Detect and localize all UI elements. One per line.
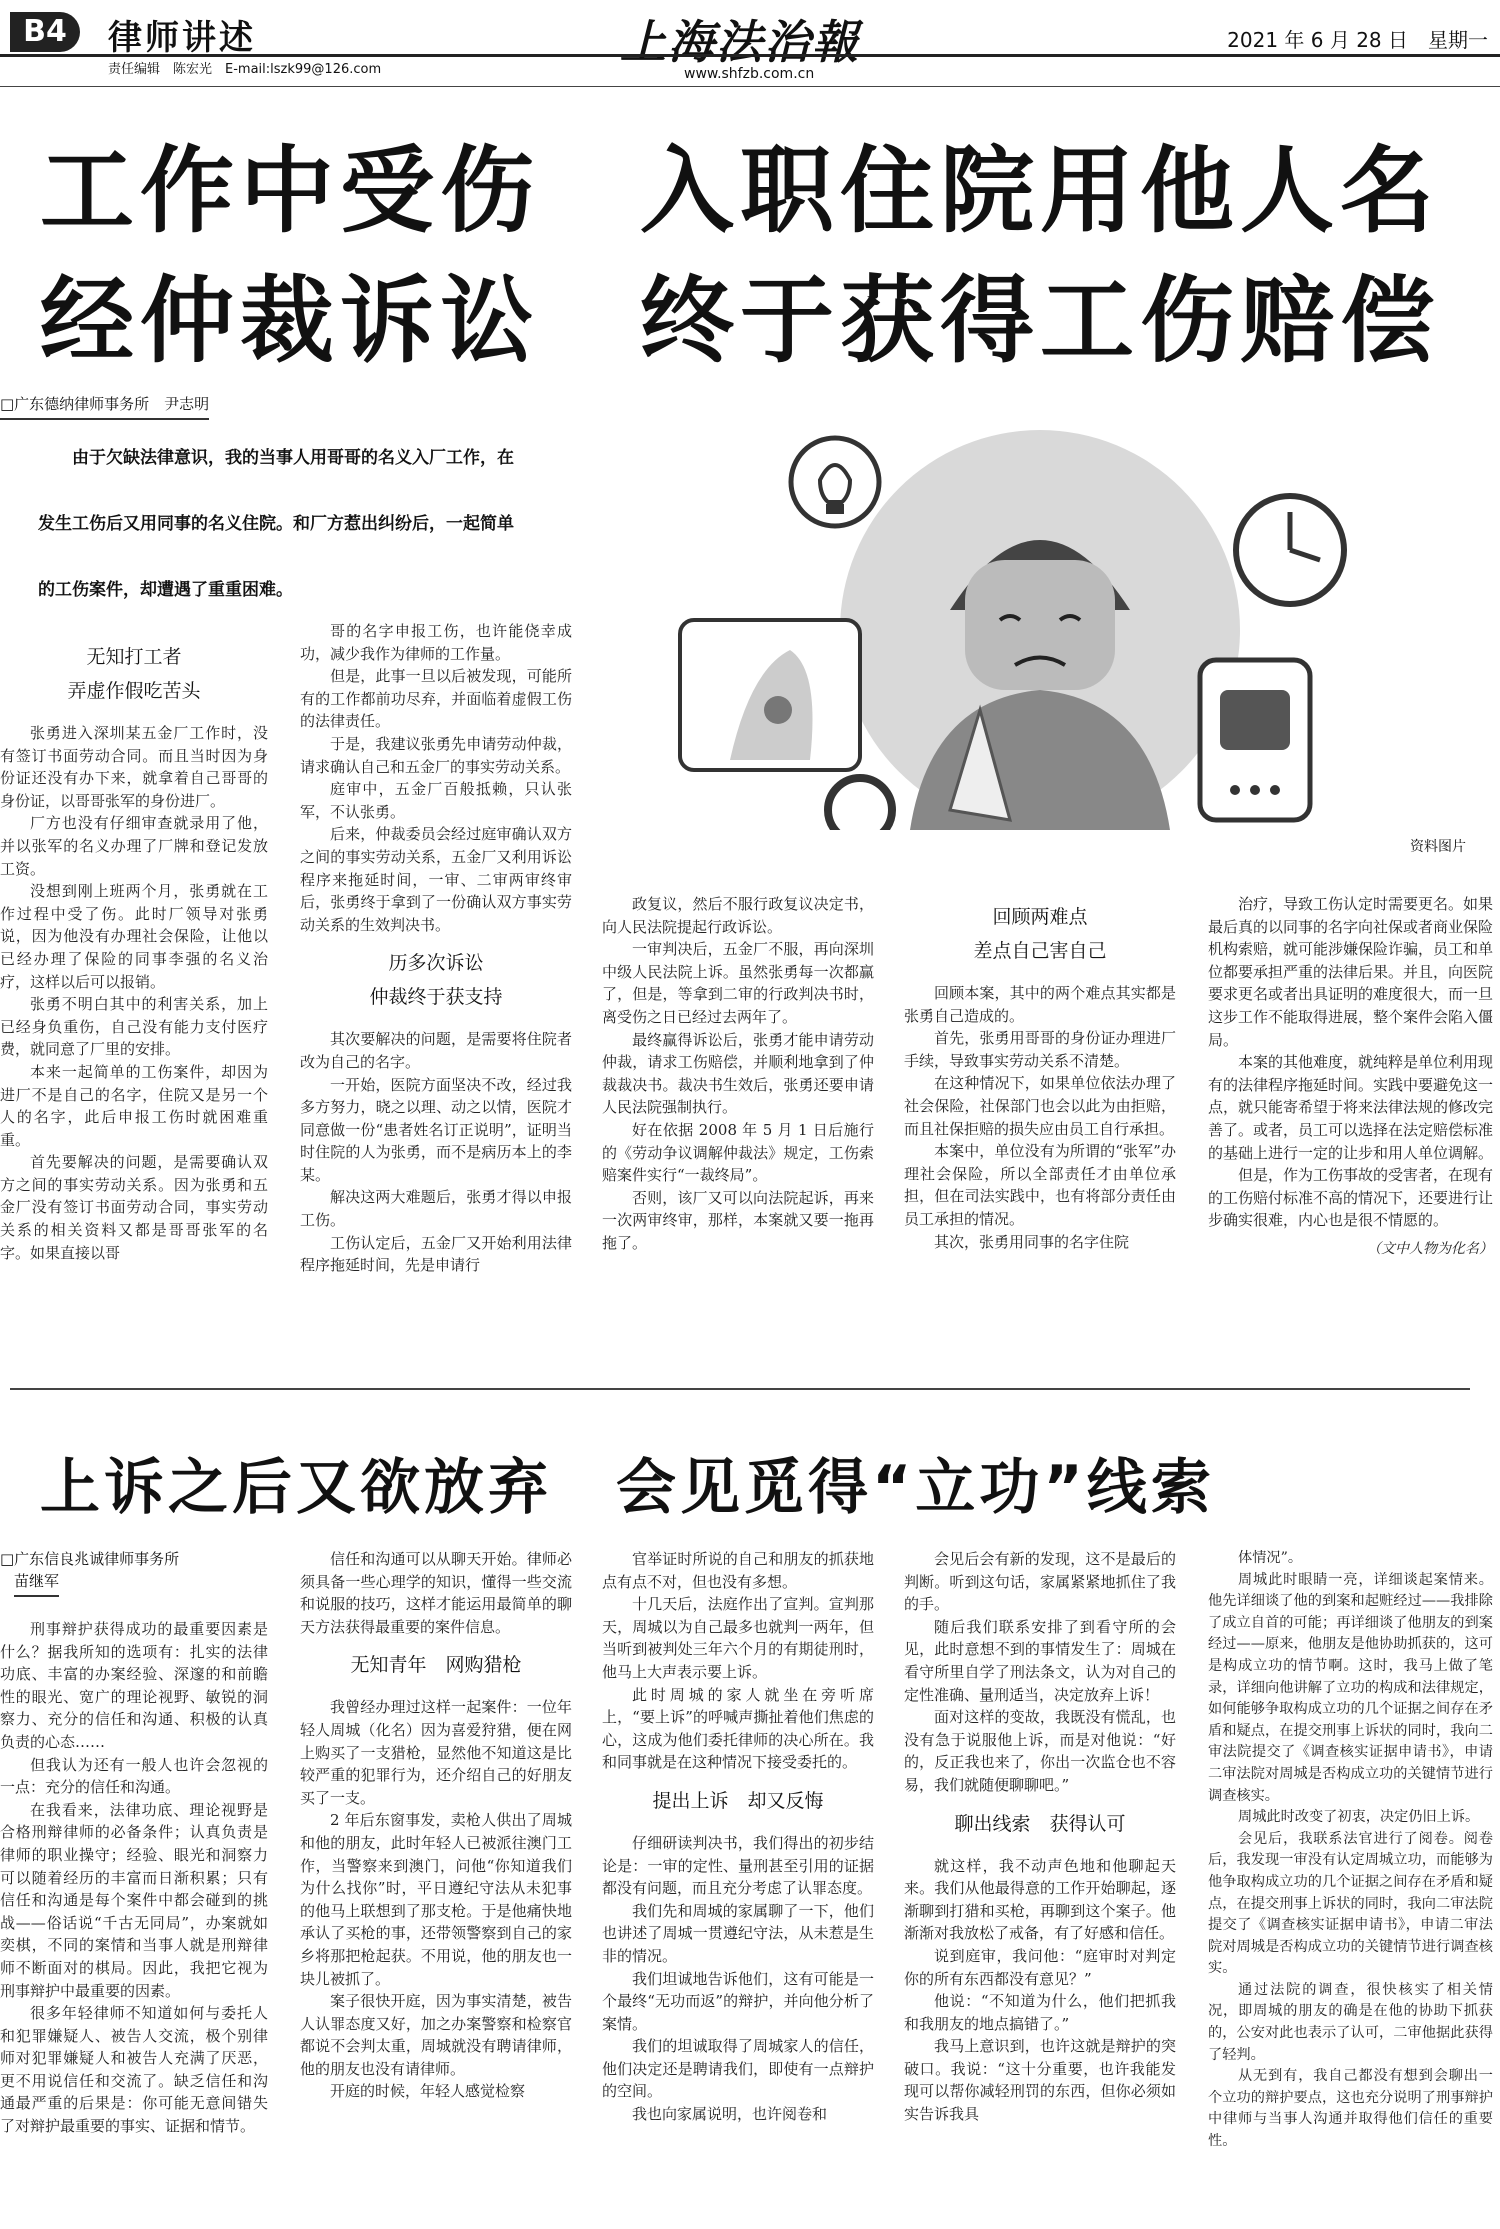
article-illustration bbox=[660, 410, 1400, 830]
article2-column-1 bbox=[0, 1618, 268, 2138]
paragraph: 否则，该厂又可以向法院起诉，再来一次两审终审，那样，本案就又要一拖再拖了。 bbox=[602, 1188, 874, 1252]
paragraph: 没想到刚上班两个月，张勇就在工作过程中受了伤。此时厂领导对张勇说，因为他没有办理社会保险，让他以已经办理了保险的同事李强的名义治疗，这样以后可以报销。 bbox=[0, 882, 268, 991]
subhead-line: 回顾两难点 bbox=[992, 906, 1088, 928]
paragraph: 我们先和周城的家属聊了一下，他们也讲述了周城一贯遵纪守法，从未惹是生非的情况。 bbox=[602, 1901, 874, 1965]
subhead-line: 无知打工者 bbox=[86, 646, 182, 668]
paragraph: 通过法院的调查，很快核实了相关情况，即周城的朋友的确是在他的协助下抓获的，公安对此也表示了认可，二审他据此获得了轻判。 bbox=[1208, 1981, 1493, 2063]
subhead: 聊出线索 获得认可 bbox=[954, 1812, 1126, 1835]
editor-line: 责任编辑 陈宏光 E-mail:lszk99@126.com bbox=[108, 62, 382, 77]
paragraph: 我们的坦诚取得了周城家人的信任，他们决定还是聘请我们，即使有一点辩护的空间。 bbox=[602, 2037, 874, 2101]
magnifier-icon bbox=[800, 778, 892, 830]
article2-byline-firm: □广东信良兆诚律师事务所 bbox=[0, 1550, 180, 1568]
subhead-line: 历多次诉讼 bbox=[388, 952, 484, 975]
subhead: 无知青年 网购猎枪 bbox=[350, 1654, 522, 1677]
article2-column-3 bbox=[602, 1548, 874, 2126]
page-number-badge: B4 bbox=[10, 12, 80, 52]
subhead bbox=[0, 640, 268, 708]
paragraph: 庭审中，五金厂百般抵赖，只认张军，不认张勇。 bbox=[300, 780, 572, 821]
paragraph: 面对这样的变故，我既没有慌乱，也没有急于说服他上诉，而是对他说：“好的，反正我也来了，你出一次监仓也不容易，我们就随便聊聊吧。” bbox=[904, 1708, 1176, 1794]
paragraph: 他说：“不知道为什么，他们把抓我和我朋友的地点搞错了。” bbox=[904, 1992, 1176, 2033]
article2-column-2 bbox=[300, 1548, 572, 2103]
paragraph: 工伤认定后，五金厂又开始利用法律程序拖延时间，先是申请行 bbox=[300, 1233, 572, 1275]
photo-credit: 资料图片 bbox=[1410, 839, 1466, 855]
paragraph: 很多年轻律师不知道如何与委托人和犯罪嫌疑人、被告人交流，极个别律师对犯罪嫌疑人和被告人充满了厌恶，更不用说信任和交流了。缺乏信任和沟通最严重的后果是：你可能无意间错失了对辩护最重要的事实、证据和情节。 bbox=[0, 2004, 268, 2136]
article1-column-4 bbox=[904, 900, 1176, 1253]
paragraph: 开庭的时候，年轻人感觉检察 bbox=[330, 2082, 526, 2101]
article1-column-1 bbox=[0, 630, 268, 1264]
injured-hand-panel bbox=[680, 620, 860, 770]
article1-headline-line1: 工作中受伤 入职住院用他人名 bbox=[40, 137, 1441, 246]
article2-column-4 bbox=[904, 1548, 1176, 2126]
paragraph: 官举证时所说的自己和朋友的抓获地点有点不对，但也没有多想。 bbox=[602, 1550, 874, 1591]
paragraph: 首先，张勇用哥哥的身份证办理进厂手续，导致事实劳动关系不清楚。 bbox=[904, 1029, 1176, 1070]
header-rule-bottom bbox=[0, 86, 1500, 87]
paragraph: 政复议，然后不服行政复议决定书，向人民法院提起行政诉讼。 bbox=[602, 895, 874, 936]
article1-headline-line2: 经仲裁诉讼 终于获得工伤赔偿 bbox=[40, 267, 1441, 376]
phone-icon bbox=[1200, 660, 1310, 820]
paragraph: 最终赢得诉讼后，张勇才能申请劳动仲裁，请求工伤赔偿，并顺利地拿到了仲裁裁决书。裁决书生效后，张勇还要申请人民法院强制执行。 bbox=[602, 1030, 874, 1117]
paragraph: 一开始，医院方面坚决不改，经过我多方努力，晓之以理、动之以情，医院才同意做一份“患者姓名订正说明”，证明当时住院的人为张勇，而不是病历本上的李某。 bbox=[300, 1075, 572, 1184]
paragraph: 我曾经办理过这样一起案件：一位年轻人周城（化名）因为喜爱狩猎，便在网上购买了一支猎枪，显然他不知道这是比较严重的犯罪行为，还介绍自己的好朋友买了一支。 bbox=[300, 1698, 572, 1807]
article1-byline: □广东德纳律师事务所 尹志明 bbox=[0, 393, 209, 420]
paragraph: 在我看来，法律功底、理论视野是合格刑辩律师的必备条件；认真负责是律师的职业操守；经验、眼光和洞察力可以随着经历的丰富而日渐积累；只有信任和沟通是每个案件中都会碰到的挑战——俗话说“千古无同局”，办案就如奕棋，不同的案情和当事人就是刑辩律师不断面对的棋局。因此，我把它视为刑事辩护中最重要的因素。 bbox=[0, 1800, 268, 2000]
paragraph: 信任和沟通可以从聊天开始。律师必须具备一些心理学的知识，懂得一些交流和说服的技巧，这样才能运用最简单的聊天方法获得最重要的案件信息。 bbox=[300, 1550, 572, 1636]
paragraph: 刑事辩护获得成功的最重要因素是什么？据我所知的选项有：扎实的法律功底、丰富的办案经验、深邃的和前瞻性的眼光、宽广的理论视野、敏锐的洞察力、充分的信任和沟通、积极的认真负责的心态…… bbox=[0, 1620, 268, 1751]
paragraph: 从无到有，我自己都没有想到会聊出一个立功的辩护要点，这也充分说明了刑事辩护中律师与当事人沟通并取得他们信任的重要性。 bbox=[1208, 2068, 1493, 2150]
article1-column-2 bbox=[300, 620, 572, 1277]
article2-headline: 上诉之后又欲放弃 会见觅得“立功”线索 bbox=[40, 1453, 1215, 1523]
header-rule bbox=[0, 54, 1500, 57]
article2-byline-author: 苗继军 bbox=[14, 1570, 59, 1597]
paragraph: 但是，作为工伤事故的受害者，在现有的工伤赔付标准不高的情况下，还要进行让步确实很难，内心也是很不情愿的。 bbox=[1208, 1166, 1494, 1230]
newspaper-url: www.shfzb.com.cn bbox=[684, 66, 815, 82]
paragraph: 后来，仲裁委员会经过庭审确认双方之间的事实劳动关系，五金厂又利用诉讼程序来拖延时间，一审、二审两审终审后，张勇终于拿到了一份确认双方事实劳动关系的生效判决书。 bbox=[300, 825, 572, 934]
paragraph: 周城此时改变了初衷，决定仍旧上诉。 bbox=[1238, 1809, 1480, 1826]
clock-icon bbox=[1236, 496, 1344, 604]
paragraph: 十几天后，法庭作出了宣判。宣判那天，周城以为自己最多也就判一两年，但当听到被判处三年六个月的有期徒刑时，他马上大声表示要上诉。 bbox=[602, 1595, 874, 1681]
paragraph: 于是，我建议张勇先申请劳动仲裁，请求确认自己和五金厂的事实劳动关系。 bbox=[300, 734, 572, 776]
issue-date: 2021 年 6 月 28 日 星期一 bbox=[1227, 28, 1488, 52]
paragraph: 体情况”。 bbox=[1238, 1550, 1303, 1566]
article-divider bbox=[10, 1388, 1470, 1390]
paragraph: 周城此时眼睛一亮，详细谈起案情来。他先详细谈了他的到案和起赃经过——我排除了成立自首的可能；再详细谈了他朋友的到案经过——原来，他朋友是他协助抓获的，这可是构成立功的情节啊。这时，我马上做了笔录，详细向他讲解了立功的构成和法律规定，如何能够争取构成立功的几个证据之间存在矛盾和疑点，在提交刑事上诉状的同时，我向二审法院提交了《调查核实证据申请书》，申请二审法院对周城是否构成立功的关键情节进行调查核实。 bbox=[1208, 1571, 1493, 1804]
paragraph: 本案的其他难度，就纯粹是单位利用现有的法律程序拖延时间。实践中要避免这一点，就只能寄希望于将来法律法规的修改完善了。或者，员工可以选择在法定赔偿标准的基础上进行一定的让步和用人单位调解。 bbox=[1208, 1053, 1494, 1162]
paragraph: 首先要解决的问题，是需要确认双方之间的事实劳动关系。因为张勇和五金厂没有签订书面劳动合同，事实劳动关系的相关资料又都是哥哥张军的名字。如果直接以哥 bbox=[0, 1153, 268, 1262]
paragraph: 我们坦诚地告诉他们，这有可能是一个最终“无功而返”的辩护，并向他分析了案情。 bbox=[602, 1969, 874, 2033]
author-note: （文中人物为化名） bbox=[1367, 1240, 1493, 1257]
paragraph: 本案中，单位没有为所谓的“张军”办理社会保险，所以全部责任才由单位承担，但在司法实践中，也有将部分责任由员工承担的情况。 bbox=[904, 1142, 1176, 1228]
subhead: 提出上诉 却又反悔 bbox=[652, 1789, 824, 1812]
paragraph: 张勇进入深圳某五金厂工作时，没有签订书面劳动合同。而且当时因为身份证还没有办下来，就拿着自己哥哥的身份证，以哥哥张军的身份进厂。 bbox=[0, 724, 268, 810]
paragraph: 厂方也没有仔细审查就录用了他，并以张军的名义办理了厂牌和登记发放工资。 bbox=[0, 814, 268, 878]
paragraph: 一审判决后，五金厂不服，再向深圳中级人民法院上诉。虽然张勇每一次都赢了，但是，等拿到二审的行政判决书时，离受伤之日已经过去两年了。 bbox=[602, 940, 874, 1026]
article1-intro: 由于欠缺法律意识，我的当事人用哥哥的名义入厂工作，在发生工伤后又用同事的名义住院。和厂方惹出纠纷后，一起简单的工伤案件，却遭遇了重重困难。 bbox=[38, 448, 514, 600]
paragraph: 解决这两大难题后，张勇才得以申报工伤。 bbox=[300, 1188, 572, 1230]
paragraph: 哥的名字申报工伤，也许能侥幸成功，减少我作为律师的工作量。 bbox=[300, 622, 572, 663]
paragraph: 但是，此事一旦以后被发现，可能所有的工作都前功尽弃，并面临着虚假工伤的法律责任。 bbox=[300, 667, 572, 731]
article1-column-3 bbox=[602, 893, 874, 1255]
paragraph: 就这样，我不动声色地和他聊起天来。我们从他最得意的工作开始聊起，逐渐聊到打猎和买枪，再聊到这个案子。他渐渐对我放松了戒备，有了好感和信任。 bbox=[904, 1856, 1176, 1943]
subhead bbox=[300, 946, 572, 1014]
newspaper-logo: 上海法治報 bbox=[620, 15, 860, 69]
section-title: 律师讲述 bbox=[108, 18, 256, 58]
paragraph: 但我认为还有一般人也许会忽视的一点：充分的信任和沟通。 bbox=[0, 1755, 268, 1797]
paragraph: 案子很快开庭，因为事实清楚，被告人认罪态度又好，加之办案警察和检察官都说不会判太重，周城就没有聘请律师，他的朋友也没有请律师。 bbox=[300, 1992, 572, 2078]
paragraph: 张勇不明白其中的利害关系，加上已经身负重伤，自己没有能力支付医疗费，就同意了厂里的安排。 bbox=[0, 995, 268, 1059]
paragraph: 好在依据 2008 年 5 月 1 日后施行的《劳动争议调解仲裁法》规定，工伤索赔案件实行“一裁终局”。 bbox=[602, 1120, 874, 1185]
lightbulb-icon bbox=[791, 438, 879, 526]
paragraph: 说到庭审，我问他：“庭审时对判定你的所有东西都没有意见？” bbox=[904, 1946, 1176, 1988]
subhead-line: 差点自己害自己 bbox=[973, 940, 1107, 962]
paragraph: 此时周城的家人就坐在旁听席上，“要上诉”的呼喊声撕扯着他们焦虑的心，这成为他们委托律师的决心所在。我和同事就是在这种情况下接受委托的。 bbox=[602, 1685, 874, 1772]
paragraph: 其次，张勇用同事的名字住院 bbox=[934, 1232, 1130, 1251]
paragraph: 回顾本案，其中的两个难点其实都是张勇自己造成的。 bbox=[904, 984, 1176, 1025]
subhead-line: 弄虚作假吃苦头 bbox=[67, 680, 201, 702]
paragraph: 会见后会有新的发现，这不是最后的判断。听到这句话，家属紧紧地抓住了我的手。 bbox=[904, 1550, 1176, 1614]
subhead bbox=[904, 900, 1176, 968]
paragraph: 其次要解决的问题，是需要将住院者改为自己的名字。 bbox=[300, 1030, 572, 1071]
article2-column-5 bbox=[1208, 1548, 1493, 2153]
paragraph: 随后我们联系安排了到看守所的会见，此时意想不到的事情发生了：周城在看守所里自学了刑法条文，认为对自己的定性准确、量刑适当，决定放弃上诉！ bbox=[904, 1617, 1176, 1704]
article1-column-5 bbox=[1208, 893, 1493, 1261]
paragraph: 仔细研读判决书，我们得出的初步结论是：一审的定性、量刑甚至引用的证据都没有问题，而且充分考虑了认罪态度。 bbox=[602, 1833, 874, 1898]
paragraph: 会见后，我联系法官进行了阅卷。阅卷后，我发现一审没有认定周城立功，而能够为他争取构成立功的几个证据之间存在矛盾和疑点，在提交刑事上诉状的同时，我向二审法院提交了《调查核实证据申请书》，申请二审法院对周城是否构成立功的关键情节进行调查核实。 bbox=[1208, 1830, 1493, 1977]
paragraph: 2 年后东窗事发，卖枪人供出了周城和他的朋友，此时年轻人已被派往澳门工作，当警察来到澳门，问他“你知道我们为什么找你”时，平日遵纪守法从未犯事的他马上联想到了那支枪。于是他痛快地承认了买枪的事，还带领警察到自己的家乡将那把枪起获。不用说，他的朋友也一块儿被抓了。 bbox=[300, 1811, 572, 1988]
paragraph: 我马上意识到，也许这就是辩护的突破口。我说：“这十分重要，也许我能发现可以帮你减轻刑罚的东西，但你必须如实告诉我具 bbox=[904, 2037, 1176, 2124]
paragraph: 治疗，导致工伤认定时需要更名。如果最后真的以同事的名字向社保或者商业保险机构索赔，就可能涉嫌保险诈骗，员工和单位都要承担严重的法律后果。并且，向医院要求更名或者出具证明的难度很大，而一旦这步工作不能取得进展，整个案件会陷入僵局。 bbox=[1208, 895, 1494, 1049]
paragraph: 在这种情况下，如果单位依法办理了社会保险，社保部门也会以此为由拒赔，而且社保拒赔的损失应由员工自行承担。 bbox=[904, 1074, 1176, 1138]
paragraph: 本来一起简单的工伤案件，却因为进厂不是自己的名字，住院又是另一个人的名字，此后申报工伤时就困难重重。 bbox=[0, 1062, 268, 1149]
subhead-line: 仲裁终于获支持 bbox=[369, 986, 503, 1009]
paragraph: 我也向家属说明，也许阅卷和 bbox=[632, 2105, 828, 2124]
